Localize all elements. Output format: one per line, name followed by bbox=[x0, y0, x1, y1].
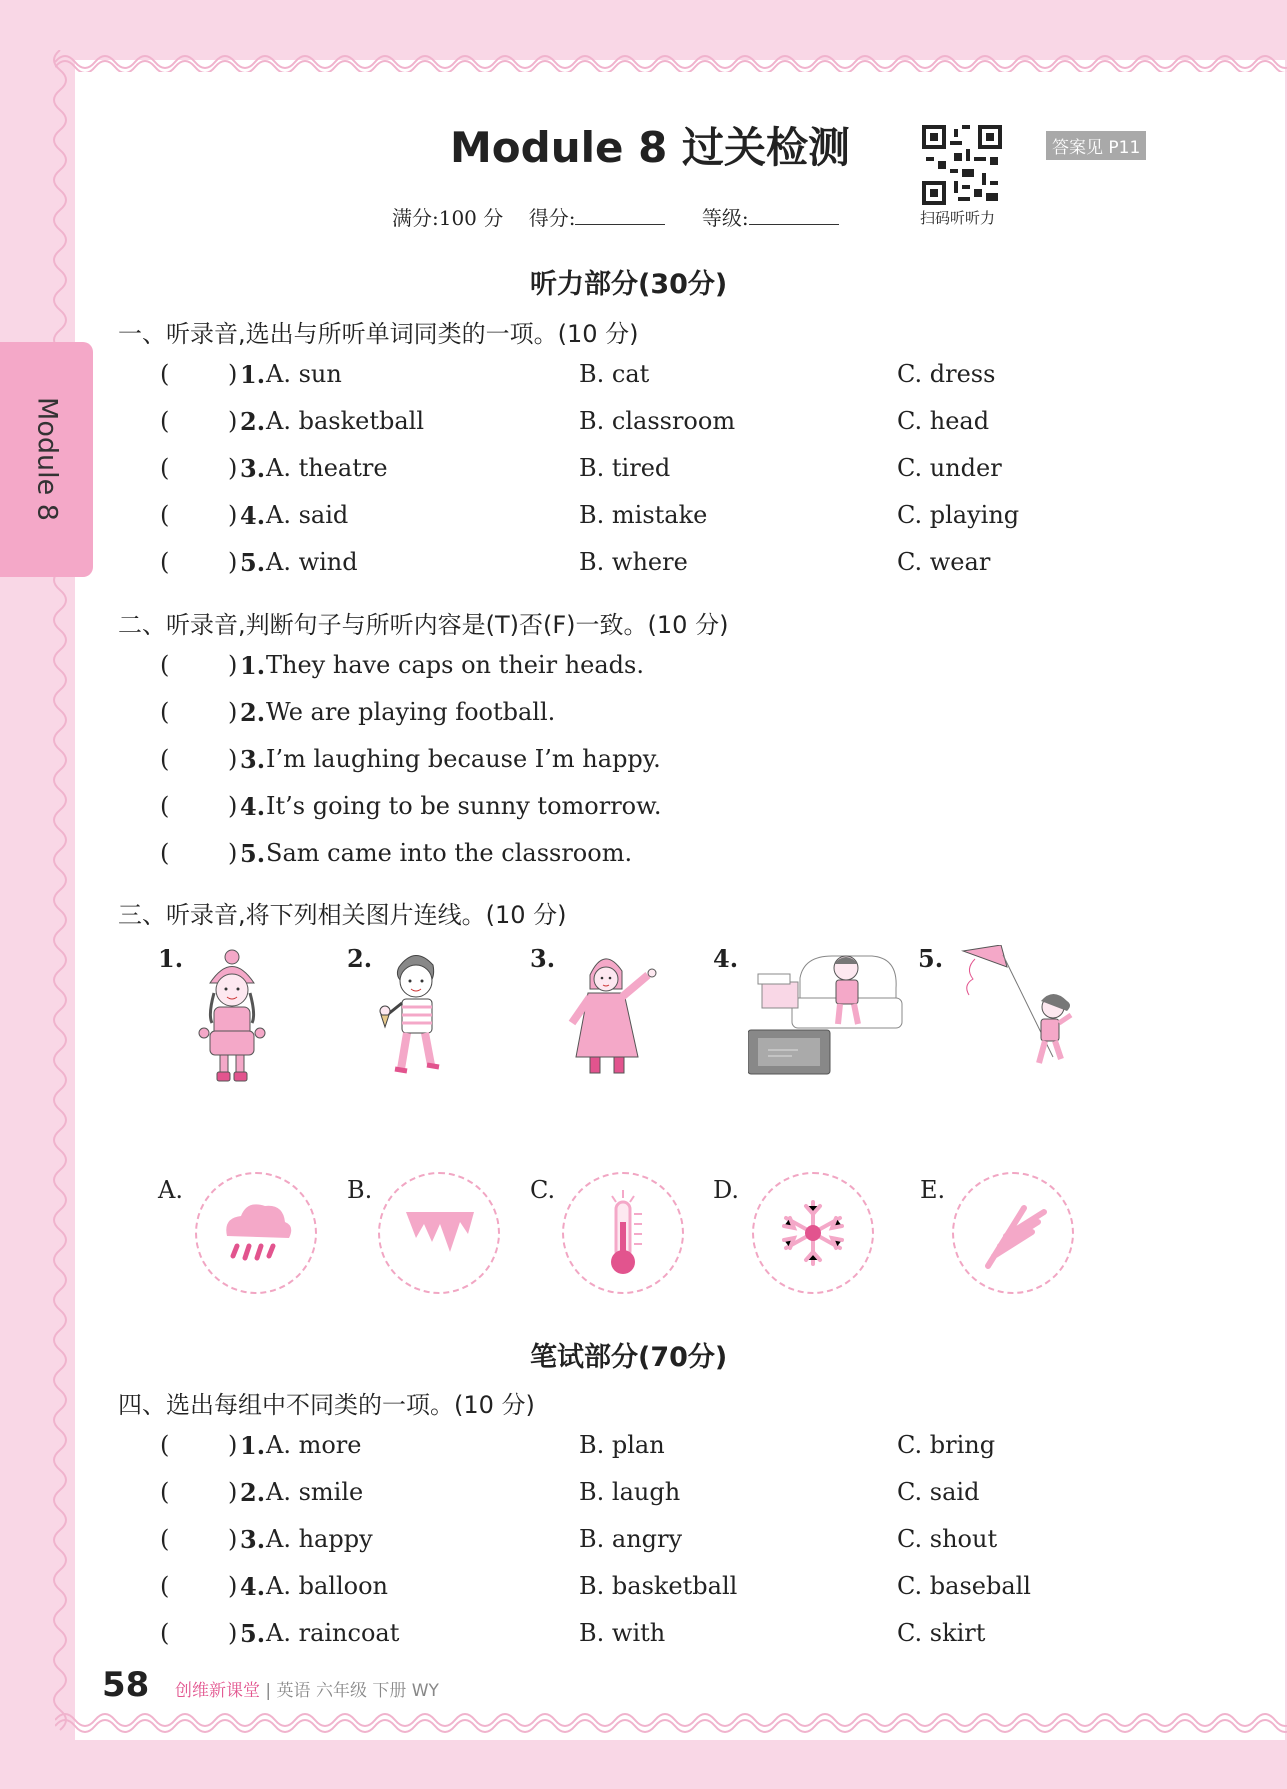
option-c: C. wear bbox=[897, 548, 991, 576]
girl-winter-coat-picture[interactable] bbox=[190, 945, 275, 1090]
option-b: B. laugh bbox=[579, 1478, 681, 1506]
option-a: A. happy bbox=[266, 1525, 373, 1553]
option-a: A. more bbox=[266, 1431, 362, 1459]
option-b-circle[interactable] bbox=[378, 1172, 500, 1294]
option-letter: E. bbox=[920, 1176, 946, 1204]
answer-badge: 答案见 P11 bbox=[1046, 131, 1146, 160]
page-number: 58 bbox=[102, 1665, 150, 1705]
answer-bracket-open[interactable]: ( bbox=[160, 839, 170, 867]
option-a: A. sun bbox=[266, 360, 342, 388]
rake-icon bbox=[954, 1174, 1072, 1292]
question-row bbox=[160, 698, 1210, 738]
question-row bbox=[160, 1525, 1210, 1565]
answer-bracket-close: ) bbox=[228, 548, 238, 576]
grade-label: 等级: bbox=[701, 206, 749, 230]
answer-bracket-close: ) bbox=[228, 1572, 238, 1600]
girl-flying-kite-picture[interactable] bbox=[955, 945, 1080, 1075]
snowflake-icon bbox=[754, 1174, 872, 1292]
answer-bracket-open[interactable]: ( bbox=[160, 1572, 170, 1600]
option-e-circle[interactable] bbox=[952, 1172, 1074, 1294]
option-b: B. with bbox=[579, 1619, 666, 1647]
question-number: 5. bbox=[240, 548, 266, 577]
wavy-border-left bbox=[48, 50, 70, 1740]
answer-bracket-close: ) bbox=[228, 792, 238, 820]
option-b: B. tired bbox=[579, 454, 671, 482]
question-row bbox=[160, 1431, 1210, 1471]
question-number: 1. bbox=[240, 651, 266, 680]
answer-bracket-open[interactable]: ( bbox=[160, 1619, 170, 1647]
question-number: 4. bbox=[240, 501, 266, 530]
option-c: C. under bbox=[897, 454, 1002, 482]
statement-text: Sam came into the classroom. bbox=[266, 839, 633, 867]
question-row bbox=[160, 651, 1210, 691]
question-row bbox=[160, 1572, 1210, 1612]
option-a: A. balloon bbox=[266, 1572, 388, 1600]
question-row bbox=[160, 407, 1210, 447]
q2-heading: 二、听录音,判断句子与所听内容是(T)否(F)一致。(10 分) bbox=[118, 611, 729, 639]
footer-book-info: | 英语 六年级 下册 WY bbox=[265, 1681, 439, 1701]
question-number: 1. bbox=[240, 1431, 266, 1460]
listening-section-heading: 听力部分(30分) bbox=[530, 269, 728, 300]
question-number: 2. bbox=[240, 407, 266, 436]
question-row bbox=[160, 1619, 1210, 1659]
question-row bbox=[160, 745, 1210, 785]
option-b: B. classroom bbox=[579, 407, 736, 435]
answer-bracket-close: ) bbox=[228, 1431, 238, 1459]
thermometer-icon bbox=[564, 1174, 682, 1292]
option-a: A. basketball bbox=[266, 407, 424, 435]
question-number: 3. bbox=[240, 454, 266, 483]
question-row bbox=[160, 792, 1210, 832]
question-row bbox=[160, 1478, 1210, 1518]
question-row bbox=[160, 360, 1210, 400]
answer-bracket-close: ) bbox=[228, 1525, 238, 1553]
question-row bbox=[160, 839, 1210, 879]
option-b: B. where bbox=[579, 548, 688, 576]
picture-number: 3. bbox=[530, 944, 556, 973]
question-number: 3. bbox=[240, 1525, 266, 1554]
question-row bbox=[160, 501, 1210, 541]
option-c: C. head bbox=[897, 407, 990, 435]
answer-bracket-close: ) bbox=[228, 501, 238, 529]
question-number: 4. bbox=[240, 792, 266, 821]
footer-text bbox=[175, 1676, 439, 1701]
answer-bracket-close: ) bbox=[228, 407, 238, 435]
option-a-circle[interactable] bbox=[195, 1172, 317, 1294]
answer-bracket-open[interactable]: ( bbox=[160, 1478, 170, 1506]
answer-bracket-open[interactable]: ( bbox=[160, 745, 170, 773]
answer-bracket-open[interactable]: ( bbox=[160, 651, 170, 679]
statement-text: They have caps on their heads. bbox=[266, 651, 644, 679]
option-letter: A. bbox=[158, 1176, 183, 1204]
answer-bracket-open[interactable]: ( bbox=[160, 501, 170, 529]
q4-heading: 四、选出每组中不同类的一项。(10 分) bbox=[118, 1391, 535, 1419]
full-score: 满分:100 分 bbox=[392, 206, 504, 230]
answer-bracket-open[interactable]: ( bbox=[160, 1431, 170, 1459]
module-side-tab bbox=[0, 342, 93, 577]
option-b: B. plan bbox=[579, 1431, 665, 1459]
answer-bracket-close: ) bbox=[228, 454, 238, 482]
option-c: C. dress bbox=[897, 360, 996, 388]
option-c: C. playing bbox=[897, 501, 1020, 529]
picture-number: 2. bbox=[347, 944, 373, 973]
writing-section-heading: 笔试部分(70分) bbox=[530, 1342, 728, 1373]
option-c: C. skirt bbox=[897, 1619, 986, 1647]
q3-heading: 三、听录音,将下列相关图片连线。(10 分) bbox=[118, 901, 567, 929]
option-letter: C. bbox=[530, 1176, 556, 1204]
option-c-circle[interactable] bbox=[562, 1172, 684, 1294]
option-a: A. said bbox=[266, 501, 349, 529]
option-b: B. basketball bbox=[579, 1572, 738, 1600]
option-b: B. cat bbox=[579, 360, 650, 388]
q1-heading: 一、听录音,选出与所听单词同类的一项。(10 分) bbox=[118, 320, 639, 348]
statement-text: I’m laughing because I’m happy. bbox=[266, 745, 661, 773]
answer-bracket-close: ) bbox=[228, 839, 238, 867]
answer-bracket-close: ) bbox=[228, 360, 238, 388]
question-number: 2. bbox=[240, 1478, 266, 1507]
score-blank[interactable] bbox=[575, 224, 665, 225]
option-a: A. wind bbox=[266, 548, 358, 576]
option-c: C. said bbox=[897, 1478, 980, 1506]
question-number: 4. bbox=[240, 1572, 266, 1601]
answer-bracket-open[interactable]: ( bbox=[160, 1525, 170, 1553]
qr-caption: 扫码听听力 bbox=[920, 209, 996, 227]
icicle-icon bbox=[380, 1174, 498, 1292]
answer-bracket-open[interactable]: ( bbox=[160, 698, 170, 726]
score-label: 得分: bbox=[528, 206, 576, 230]
option-letter: B. bbox=[347, 1176, 373, 1204]
answer-bracket-close: ) bbox=[228, 1478, 238, 1506]
picture-number: 4. bbox=[713, 944, 739, 973]
wavy-border-top bbox=[55, 50, 1287, 72]
statement-text: It’s going to be sunny tomorrow. bbox=[266, 792, 662, 820]
side-tab-label: Module 8 bbox=[31, 397, 63, 521]
answer-bracket-open[interactable]: ( bbox=[160, 792, 170, 820]
option-c: C. bring bbox=[897, 1431, 996, 1459]
question-number: 1. bbox=[240, 360, 266, 389]
option-a: A. smile bbox=[266, 1478, 364, 1506]
score-line bbox=[392, 202, 869, 231]
qr-code[interactable] bbox=[922, 125, 1002, 205]
answer-bracket-open[interactable]: ( bbox=[160, 360, 170, 388]
answer-bracket-close: ) bbox=[228, 1619, 238, 1647]
footer-brand: 创维新课堂 bbox=[175, 1681, 260, 1701]
option-b: B. mistake bbox=[579, 501, 708, 529]
question-row bbox=[160, 548, 1210, 588]
question-number: 5. bbox=[240, 1619, 266, 1648]
page-title: Module 8 过关检测 bbox=[450, 123, 850, 172]
statement-text: We are playing football. bbox=[266, 698, 556, 726]
question-number: 5. bbox=[240, 839, 266, 868]
option-d-circle[interactable] bbox=[752, 1172, 874, 1294]
question-number: 3. bbox=[240, 745, 266, 774]
answer-bracket-open[interactable]: ( bbox=[160, 407, 170, 435]
question-row bbox=[160, 454, 1210, 494]
picture-number: 5. bbox=[918, 944, 944, 973]
answer-bracket-close: ) bbox=[228, 651, 238, 679]
option-c: C. baseball bbox=[897, 1572, 1031, 1600]
girl-raincoat-picture[interactable] bbox=[560, 945, 665, 1085]
grade-blank[interactable] bbox=[749, 224, 839, 225]
answer-bracket-close: ) bbox=[228, 745, 238, 773]
wavy-border-bottom bbox=[55, 1712, 1287, 1734]
option-a: A. theatre bbox=[266, 454, 388, 482]
question-number: 2. bbox=[240, 698, 266, 727]
picture-number: 1. bbox=[158, 944, 184, 973]
answer-bracket-open[interactable]: ( bbox=[160, 454, 170, 482]
option-c: C. shout bbox=[897, 1525, 998, 1553]
option-a: A. raincoat bbox=[266, 1619, 400, 1647]
boy-ice-cream-picture[interactable] bbox=[375, 945, 455, 1085]
answer-bracket-close: ) bbox=[228, 698, 238, 726]
option-letter: D. bbox=[713, 1176, 740, 1204]
option-b: B. angry bbox=[579, 1525, 683, 1553]
rain-cloud-icon bbox=[197, 1174, 315, 1292]
boy-on-sofa-tv-picture[interactable] bbox=[748, 948, 903, 1080]
answer-bracket-open[interactable]: ( bbox=[160, 548, 170, 576]
